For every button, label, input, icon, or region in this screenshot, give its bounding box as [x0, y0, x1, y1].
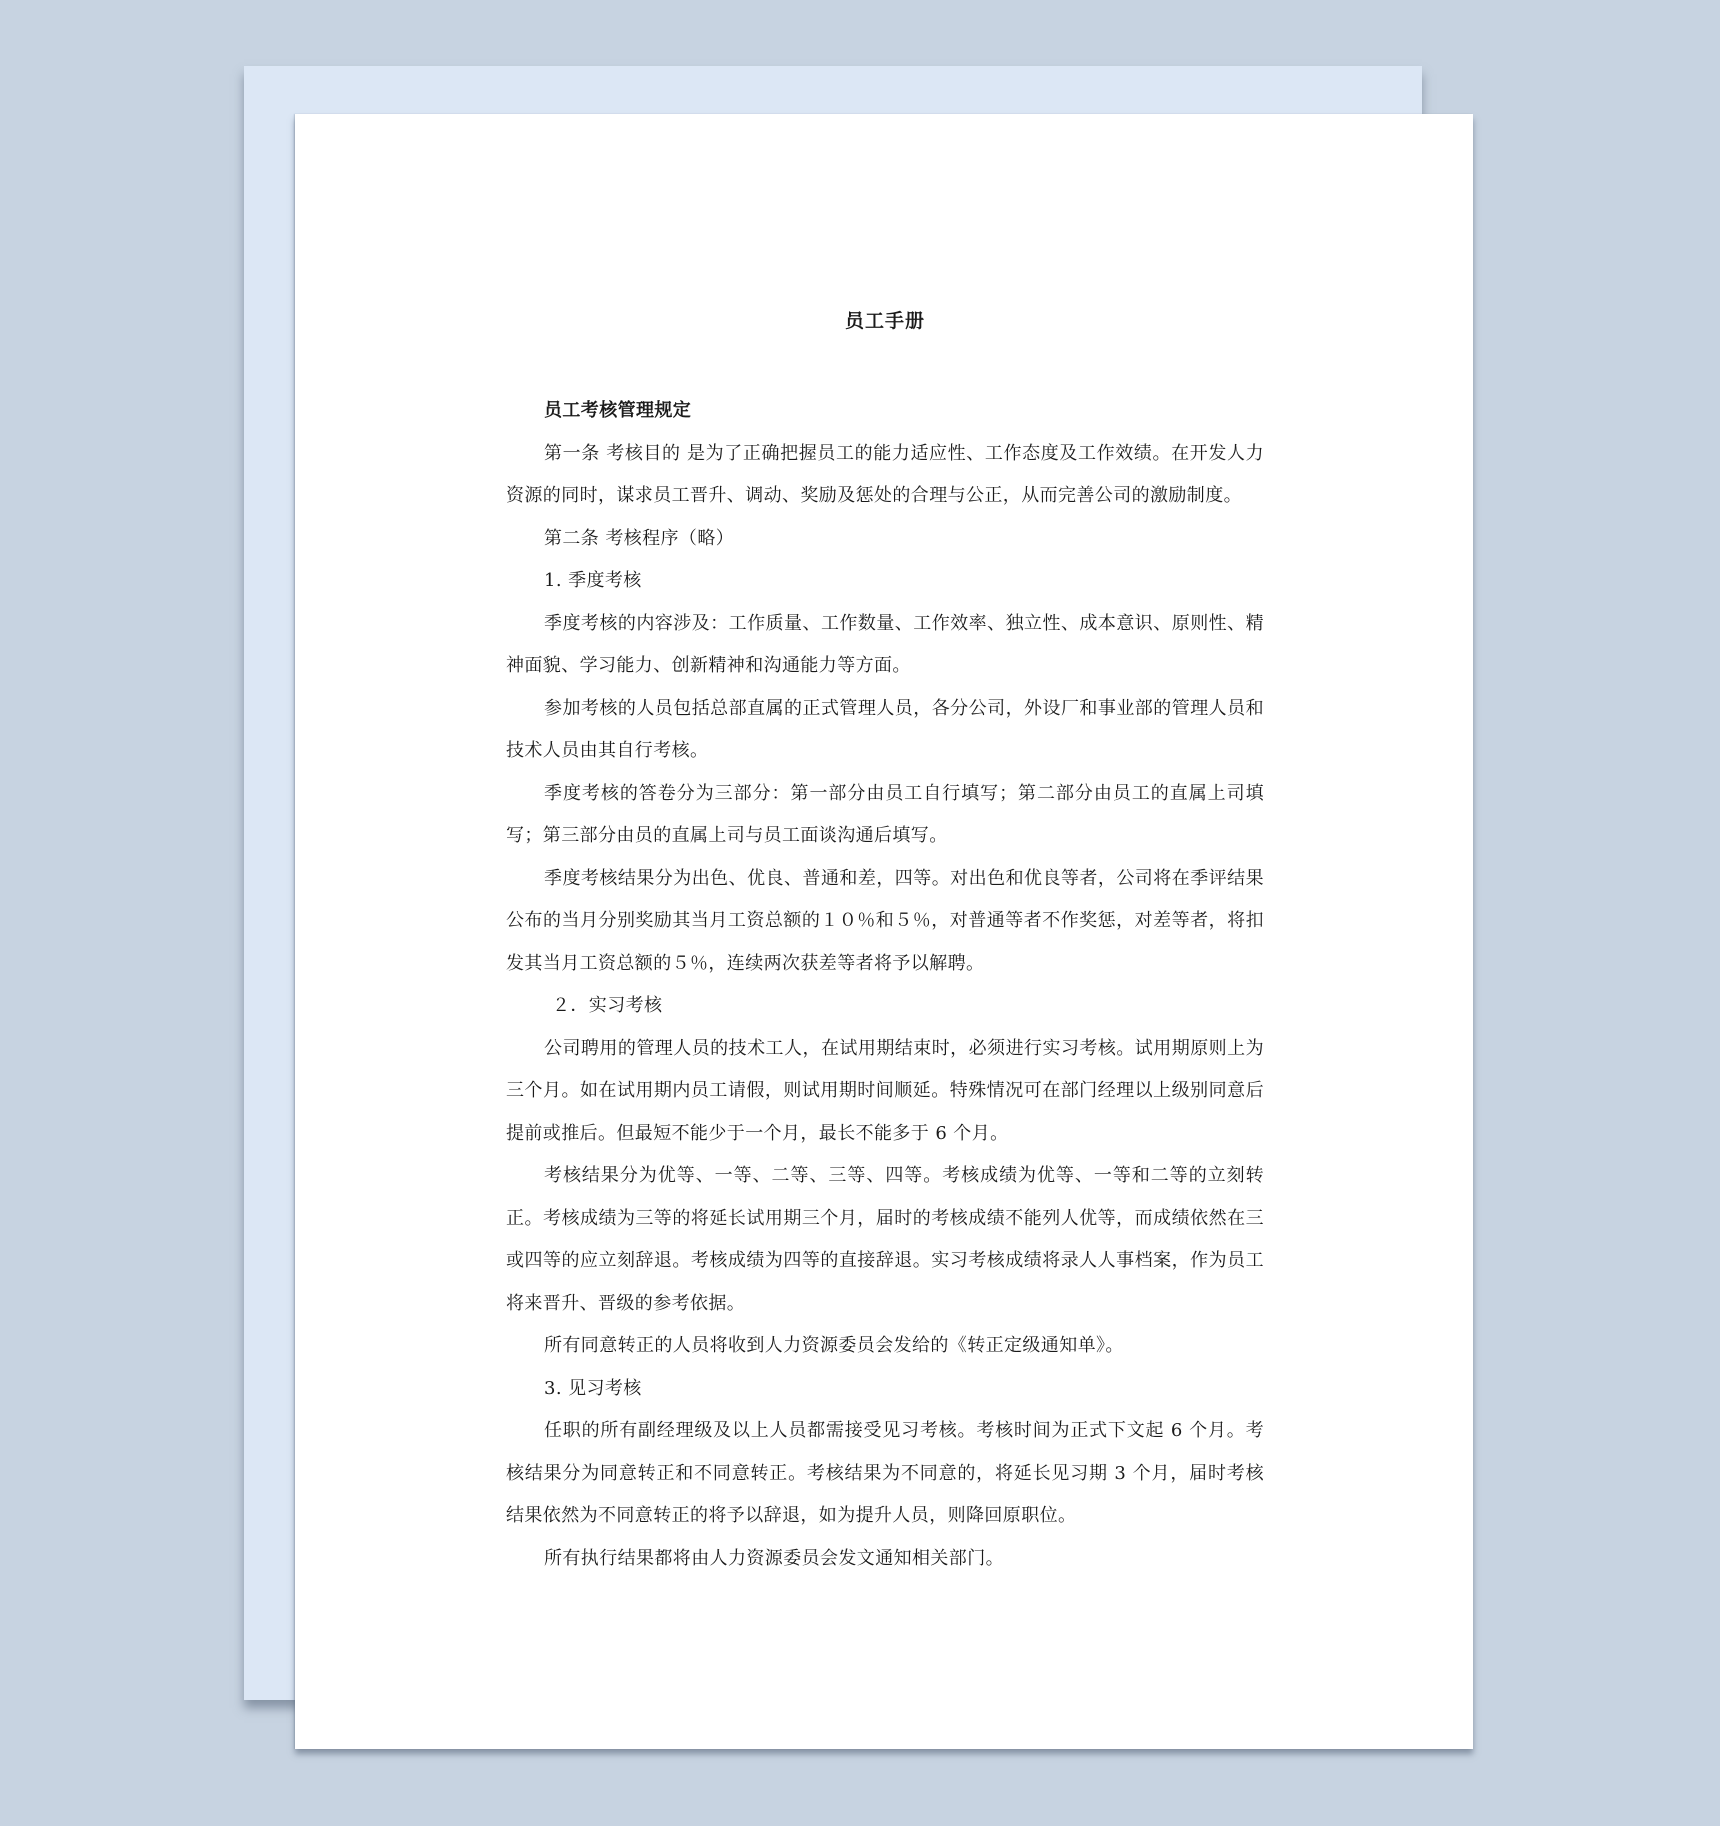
- paragraph-internship-notice: 所有同意转正的人员将收到人力资源委员会发给的《转正定级通知单》。: [544, 1335, 1124, 1356]
- paragraph-quarterly-answer-sheet: 季度考核的答卷分为三部分：第一部分由员工自行填写；第二部分由员工的直属上司填写；第三部分由员的直属上司与员工面谈沟通后填写。: [506, 782, 1264, 846]
- paragraph-trainee-review: 任职的所有副经理级及以上人员都需接受见习考核。考核时间为正式下文起 6 个月。考核结果分为同意转正和不同意转正。考核结果为不同意的，将延长见习期 3 个月，届时考核结果依然为不同意转正的将予以辞退，如为提升人员，则降回原职位。: [506, 1420, 1264, 1526]
- front-page-sheet: [295, 114, 1473, 1749]
- paragraph-article-2: 第二条 考核程序（略）: [544, 527, 735, 549]
- section-title: 员工考核管理规定: [544, 400, 692, 421]
- paragraph-quarterly-results: 季度考核结果分为出色、优良、普通和差，四等。对出色和优良等者，公司将在季评结果公布的当月分别奖励其当月工资总额的１０％和５％，对普通等者不作奖惩，对差等者，将扣发其当月工资总额的５％，连续两次获差等者将予以解聘。: [506, 867, 1264, 974]
- paragraph-article-1: 第一条 考核目的 是为了正确把握员工的能力适应性、工作态度及工作效绩。在开发人力资源的同时，谋求员工晋升、调动、奖励及惩处的合理与公正，从而完善公司的激励制度。: [506, 442, 1264, 506]
- paragraph-quarterly-content: 季度考核的内容涉及：工作质量、工作数量、工作效率、独立性、成本意识、原则性、精神面貌、学习能力、创新精神和沟通能力等方面。: [506, 612, 1264, 676]
- paragraph-quarterly-participants: 参加考核的人员包括总部直属的正式管理人员，各分公司，外设厂和事业部的管理人员和技术人员由其自行考核。: [506, 697, 1264, 761]
- subheading-trainee-review: 3. 见习考核: [544, 1377, 642, 1399]
- paragraph-internship-probation: 公司聘用的管理人员的技术工人，在试用期结束时，必须进行实习考核。试用期原则上为三个月。如在试用期内员工请假，则试用期时间顺延。特殊情况可在部门经理以上级别同意后提前或推后。但最短不能少于一个月，最长不能多于 6 个月。: [506, 1037, 1264, 1144]
- subheading-internship-review: ２．实习考核: [552, 995, 663, 1016]
- document-body: [506, 390, 1264, 1580]
- document-title: 员工手册: [844, 310, 925, 332]
- subheading-quarterly-review: 1. 季度考核: [544, 570, 642, 591]
- paragraph-closing-notice: 所有执行结果都将由人力资源委员会发文通知相关部门。: [544, 1547, 1004, 1569]
- paragraph-internship-results: 考核结果分为优等、一等、二等、三等、四等。考核成绩为优等、一等和二等的立刻转正。考核成绩为三等的将延长试用期三个月，届时的考核成绩不能列人优等，而成绩依然在三或四等的应立刻辞退。考核成绩为四等的直接辞退。实习考核成绩将录人人事档案，作为员工将来晋升、晋级的参考依据。: [506, 1165, 1264, 1314]
